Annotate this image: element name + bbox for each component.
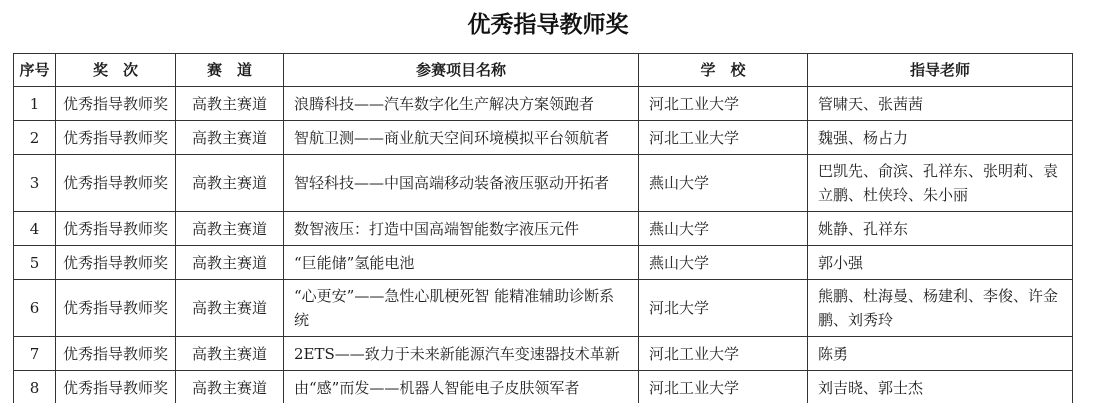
table-header-row [14, 54, 1073, 87]
teachers-cell: 熊鹏、杜海曼、杨建利、李俊、许金鹏、刘秀玲 [808, 280, 1073, 337]
award-table [13, 53, 1073, 403]
track-cell: 高教主赛道 [176, 371, 284, 403]
teachers-cell: 陈勇 [808, 337, 1073, 371]
table-body [14, 87, 1073, 403]
award-cell: 优秀指导教师奖 [56, 155, 176, 212]
teachers-cell: 管啸天、张茜茜 [808, 87, 1073, 121]
award-cell: 优秀指导教师奖 [56, 371, 176, 403]
teachers-cell: 姚静、孔祥东 [808, 212, 1073, 246]
award-cell: 优秀指导教师奖 [56, 121, 176, 155]
school-cell: 燕山大学 [639, 212, 808, 246]
row-number-cell: 4 [14, 212, 56, 246]
header-school: 学 校 [639, 54, 808, 87]
header-teachers: 指导老师 [808, 54, 1073, 87]
table-row [14, 121, 1073, 155]
row-number-cell: 7 [14, 337, 56, 371]
teachers-cell: 刘吉晓、郭士杰 [808, 371, 1073, 403]
track-cell: 高教主赛道 [176, 212, 284, 246]
track-cell: 高教主赛道 [176, 155, 284, 212]
track-cell: 高教主赛道 [176, 337, 284, 371]
school-cell: 河北工业大学 [639, 337, 808, 371]
award-cell: 优秀指导教师奖 [56, 212, 176, 246]
row-number-cell: 6 [14, 280, 56, 337]
project-cell: 智轻科技——中国高端移动装备液压驱动开拓者 [284, 155, 639, 212]
project-cell: “巨能储”氢能电池 [284, 246, 639, 280]
track-cell: 高教主赛道 [176, 246, 284, 280]
award-cell: 优秀指导教师奖 [56, 87, 176, 121]
school-cell: 河北工业大学 [639, 371, 808, 403]
school-cell: 河北工业大学 [639, 87, 808, 121]
school-cell: 河北大学 [639, 280, 808, 337]
school-cell: 燕山大学 [639, 246, 808, 280]
header-no: 序号 [14, 54, 56, 87]
track-cell: 高教主赛道 [176, 87, 284, 121]
award-cell: 优秀指导教师奖 [56, 280, 176, 337]
project-cell: 由“感”而发——机器人智能电子皮肤领军者 [284, 371, 639, 403]
project-cell: 数智液压：打造中国高端智能数字液压元件 [284, 212, 639, 246]
table-row [14, 155, 1073, 212]
row-number-cell: 1 [14, 87, 56, 121]
header-award: 奖 次 [56, 54, 176, 87]
header-track: 赛 道 [176, 54, 284, 87]
table-row [14, 371, 1073, 403]
project-cell: 智航卫测——商业航天空间环境模拟平台领航者 [284, 121, 639, 155]
track-cell: 高教主赛道 [176, 121, 284, 155]
table-row [14, 212, 1073, 246]
teachers-cell: 巴凯先、俞滨、孔祥东、张明莉、袁立鹏、杜侠玲、朱小丽 [808, 155, 1073, 212]
project-cell: 2ETS——致力于未来新能源汽车变速器技术革新 [284, 337, 639, 371]
teachers-cell: 郭小强 [808, 246, 1073, 280]
table-row [14, 337, 1073, 371]
table-row [14, 280, 1073, 337]
header-project: 参赛项目名称 [284, 54, 639, 87]
project-cell: 浪腾科技——汽车数字化生产解决方案领跑者 [284, 87, 639, 121]
page-title: 优秀指导教师奖 [467, 12, 629, 38]
project-cell: “心更安”——急性心肌梗死智 能精准辅助诊断系统 [284, 280, 639, 337]
teachers-cell: 魏强、杨占力 [808, 121, 1073, 155]
track-cell: 高教主赛道 [176, 280, 284, 337]
row-number-cell: 2 [14, 121, 56, 155]
school-cell: 燕山大学 [639, 155, 808, 212]
row-number-cell: 3 [14, 155, 56, 212]
table-row [14, 246, 1073, 280]
award-cell: 优秀指导教师奖 [56, 246, 176, 280]
award-cell: 优秀指导教师奖 [56, 337, 176, 371]
row-number-cell: 5 [14, 246, 56, 280]
table-row [14, 87, 1073, 121]
row-number-cell: 8 [14, 371, 56, 403]
school-cell: 河北工业大学 [639, 121, 808, 155]
